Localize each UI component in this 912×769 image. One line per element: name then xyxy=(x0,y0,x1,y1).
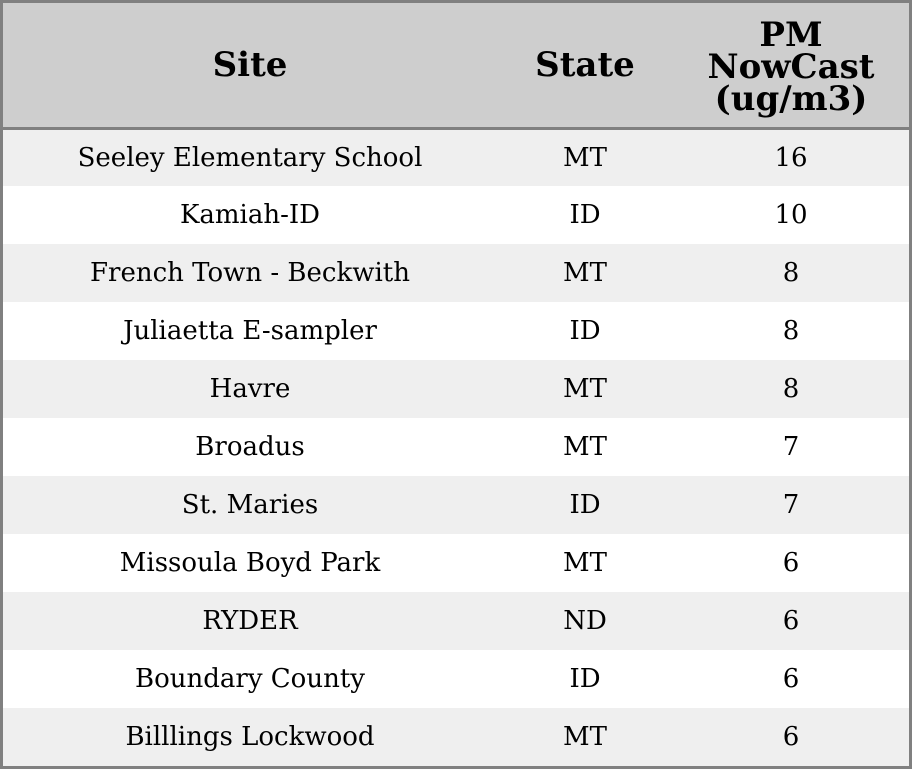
table-row xyxy=(3,360,909,418)
table-row xyxy=(3,534,909,592)
site-cell: Missoula Boyd Park xyxy=(119,548,381,578)
state-cell: MT xyxy=(563,258,607,288)
pm-value-cell: 6 xyxy=(782,606,800,636)
pm-value-cell: 7 xyxy=(782,490,800,520)
pm-value-cell: 8 xyxy=(782,258,800,288)
site-cell: RYDER xyxy=(202,606,298,636)
site-cell: Billlings Lockwood xyxy=(125,722,375,752)
table-row xyxy=(3,592,909,650)
column-header-pm-line-2: NowCast xyxy=(707,46,875,87)
column-header-site-line: Site xyxy=(212,44,288,85)
table-row xyxy=(3,708,909,766)
column-header-pm-line-3: (ug/m3) xyxy=(714,78,868,119)
state-cell: MT xyxy=(563,548,607,578)
table-header xyxy=(3,3,909,128)
state-cell: MT xyxy=(563,722,607,752)
table-row xyxy=(3,128,909,186)
state-cell: ID xyxy=(569,490,601,520)
table-row xyxy=(3,418,909,476)
table-row xyxy=(3,476,909,534)
column-header-state-line: State xyxy=(535,44,635,85)
pm-value-cell: 8 xyxy=(782,316,800,346)
column-header-site xyxy=(3,3,497,128)
air-quality-table xyxy=(3,3,909,766)
column-header-state xyxy=(497,3,673,128)
state-cell: ND xyxy=(563,606,607,636)
table-row xyxy=(3,650,909,708)
state-cell: ID xyxy=(569,664,601,694)
site-cell: Kamiah-ID xyxy=(179,200,321,230)
state-cell: MT xyxy=(563,142,607,173)
site-cell: Havre xyxy=(209,374,291,404)
pm-value-cell: 6 xyxy=(782,722,800,752)
site-cell: Broadus xyxy=(195,432,305,462)
pm-value-cell: 10 xyxy=(774,200,808,230)
site-cell: Boundary County xyxy=(135,664,365,694)
state-cell: MT xyxy=(563,432,607,462)
pm-value-cell: 16 xyxy=(774,142,808,173)
state-cell: ID xyxy=(569,316,601,346)
site-cell: Juliaetta E-sampler xyxy=(123,316,377,346)
pm-value-cell: 7 xyxy=(782,432,800,462)
site-cell: St. Maries xyxy=(181,490,319,520)
pm-value-cell: 8 xyxy=(782,374,800,404)
pm-value-cell: 6 xyxy=(782,548,800,578)
pm-value-cell: 6 xyxy=(782,664,800,694)
site-cell: French Town - Beckwith xyxy=(89,258,411,288)
state-cell: MT xyxy=(563,374,607,404)
column-header-pm-line-1: PM xyxy=(759,14,823,55)
column-header-pm-nowcast xyxy=(673,3,909,128)
site-cell: Seeley Elementary School xyxy=(77,142,423,173)
table-row xyxy=(3,244,909,302)
table-row xyxy=(3,186,909,244)
table-body xyxy=(3,128,909,766)
table-row xyxy=(3,302,909,360)
header-row xyxy=(3,3,909,128)
state-cell: ID xyxy=(569,200,601,230)
